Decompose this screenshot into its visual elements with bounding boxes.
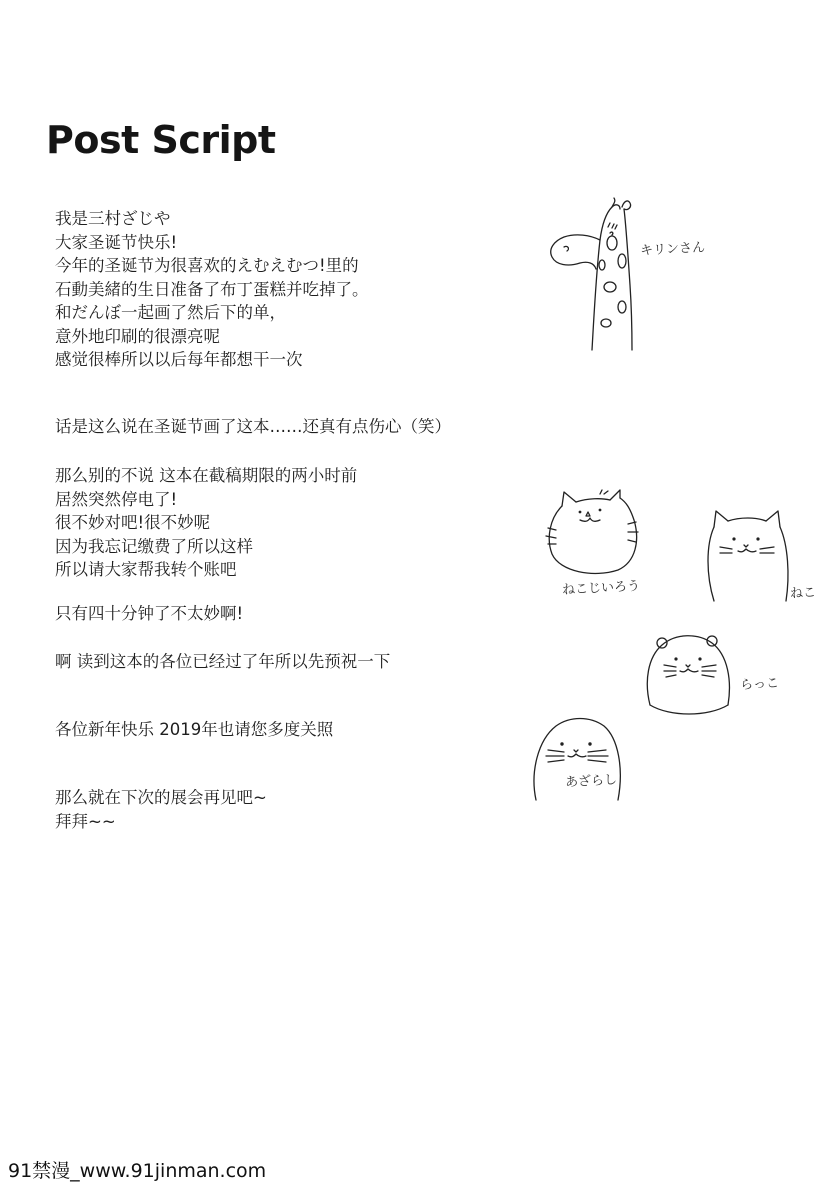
paragraph-preview-wish — [55, 650, 390, 674]
paragraph-farewell — [55, 786, 267, 833]
text-line: 石動美緒的生日准备了布丁蛋糕并吃掉了。 — [55, 279, 369, 299]
text-line: 很不妙对吧!很不妙呢 — [55, 513, 211, 532]
text-line: 那么别的不说 这本在截稿期限的两小时前 — [55, 466, 358, 485]
text-line: 各位新年快乐 2019年也请您多度关照 — [55, 720, 334, 739]
text-line: 拜拜~~ — [55, 811, 116, 831]
text-line: 感觉很棒所以以后每年都想干一次 — [55, 350, 303, 369]
text-line: 话是这么说在圣诞节画了这本……还真有点伤心（笑） — [55, 417, 451, 436]
fat-cat-sketch — [540, 488, 645, 578]
giraffe-sketch — [540, 195, 650, 360]
text-line: 啊 读到这本的各位已经过了年所以先预祝一下 — [55, 652, 391, 671]
paragraph-forty-minutes — [55, 602, 243, 626]
cat-sketch — [700, 505, 800, 605]
seal-sketch — [528, 712, 628, 812]
fat-cat-label: ねこじいろう — [561, 578, 641, 599]
paragraph-new-year — [55, 718, 333, 742]
text-line: 所以请大家帮我转个账吧 — [55, 560, 237, 579]
text-line: 我是三村ざじや — [55, 209, 171, 228]
otter-label: らっこ — [739, 675, 780, 694]
text-line: 只有四十分钟了不太妙啊! — [55, 604, 244, 623]
watermark: 91禁漫_www.91jinman.com — [8, 1160, 267, 1182]
page-title: Post Script — [46, 118, 276, 162]
text-line: 和だんぼ一起画了然后下的单， — [55, 303, 286, 322]
paragraph-greeting — [55, 207, 369, 372]
text-line: 那么就在下次的展会再见吧~ — [55, 788, 267, 807]
text-line: 大家圣诞节快乐! — [55, 232, 178, 252]
paragraph-blackout — [55, 464, 357, 582]
cat-label: ねこ — [789, 585, 817, 602]
giraffe-label: キリンさん — [639, 240, 706, 259]
text-line: 意外地印刷的很漂亮呢 — [55, 326, 220, 346]
paragraph-christmas — [55, 415, 451, 439]
text-line: 因为我忘记缴费了所以这样 — [55, 536, 253, 556]
text-line: 居然突然停电了! — [55, 489, 178, 509]
seal-label: あざらし — [564, 772, 618, 791]
text-line: 今年的圣诞节为很喜欢的えむえむつ!里的 — [55, 256, 359, 275]
otter-sketch — [640, 625, 740, 720]
